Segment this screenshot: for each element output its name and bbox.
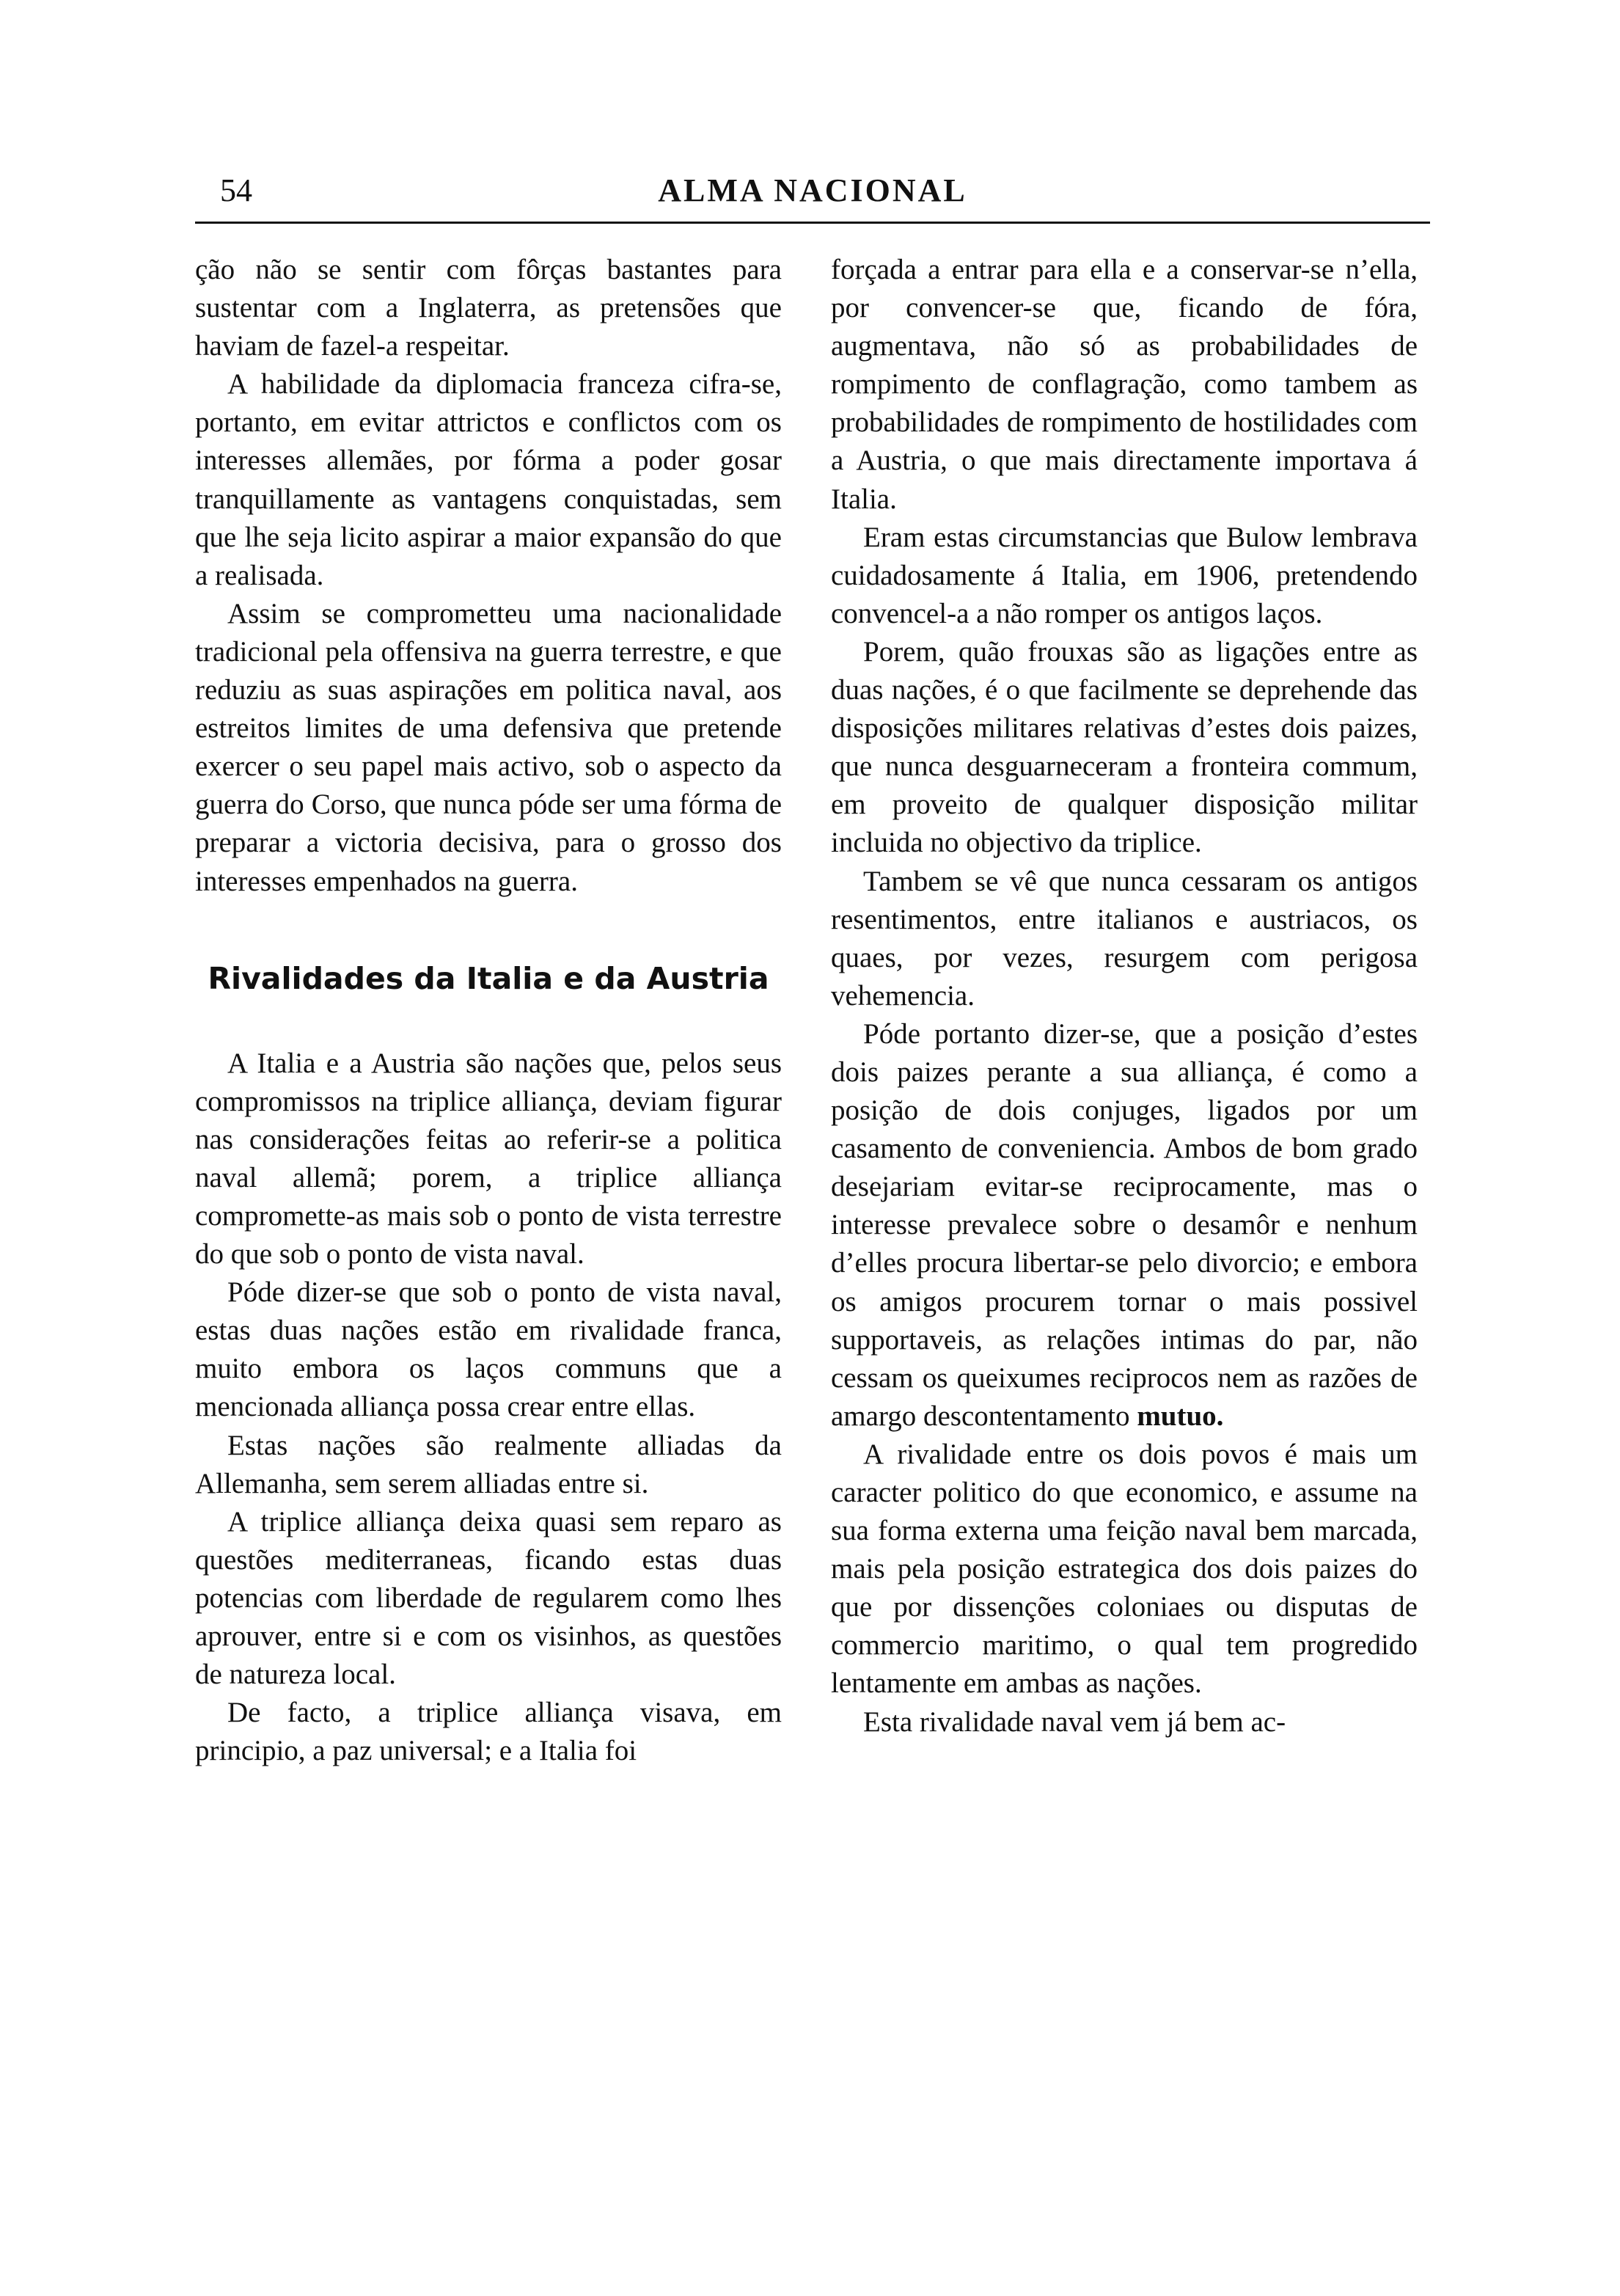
- paragraph: A triplice alliança deixa quasi sem reparo as questões mediterraneas, ficando estas duas potencias com liberdade de regularem como lhes aprouver, entre si e com os visinhos, as questões de natureza local.: [195, 1505, 782, 1691]
- paragraph: [831, 1015, 1418, 1436]
- paragraph: Assim se comprometteu uma nacionalidade tradicional pela offensiva na guerra terrestre, e que reduziu as suas aspirações em politica naval, aos estreitos limites de uma defensiva que pretende exercer o seu papel mais activo, sob o aspecto da guerra do Corso, que nunca póde ser uma fórma de preparar a victoria decisiva, para o grosso dos interesses empenhados na guerra.: [195, 597, 782, 897]
- left-column: [195, 251, 782, 1770]
- paragraph: A rivalidade entre os dois povos é mais um caracter politico do que economico, e assume na sua forma externa uma feição naval bem marcada, mais pela posição estrategica dos dois paizes do que por dissenções coloniaes ou disputas de commercio maritimo, o qual tem progredido lentamente em ambas as nações.: [831, 1438, 1418, 1700]
- paragraph: De facto, a triplice alliança visava, em principio, a paz universal; e a Italia foi: [195, 1697, 782, 1767]
- paragraph: A Italia e a Austria são nações que, pelos seus compromissos na triplice alliança, deviam figurar nas considerações feitas ao referir-se a politica naval allemã; porem, a triplice alliança compromette-as mais sob o ponto de vista terrestre do que sob o ponto de vista naval.: [195, 1047, 782, 1271]
- paragraph: Eram estas circumstancias que Bulow lembrava cuidadosamente á Italia, em 1906, pretendendo convencel-a a não romper os antigos laços.: [831, 521, 1418, 629]
- paragraph: Esta rivalidade naval vem já bem ac-: [863, 1705, 1286, 1738]
- header-rule: [195, 222, 1430, 224]
- page-header: [195, 167, 1430, 214]
- section-heading: Rivalidades da Italia e da Austria: [208, 960, 769, 996]
- page-number: 54: [220, 172, 252, 208]
- paragraph: Tambem se vê que nunca cessaram os antigos resentimentos, entre italianos e austriacos, os quaes, por vezes, resurgem com perigosa vehemencia.: [831, 865, 1418, 1012]
- right-column: [831, 251, 1418, 1741]
- paragraph: Porem, quão frouxas são as ligações entre as duas nações, é o que facilmente se deprehende das disposições militares relativas d’estes dois paizes, que nunca desguarneceram a fronteira commum, em proveito de qualquer disposição militar incluida no objectivo da triplice.: [831, 635, 1418, 859]
- paragraph: ção não se sentir com fôrças bastantes para sustentar com a Inglaterra, as pretensões que haviam de fazel-a respeitar.: [195, 254, 782, 362]
- paragraph: Estas nações são realmente alliadas da Allemanha, sem serem alliadas entre si.: [195, 1429, 782, 1499]
- paragraph-text: Póde portanto dizer-se, que a posição d’estes dois paizes perante a sua alliança, é como a posição de dois conjuges, ligados por um casamento de conveniencia. Ambos de bom grado desejariam evitar-se reciprocamente, mas o interesse prevalece sobre o desamôr e nenhum d’elles procura libertar-se pelo divorcio; e embora os amigos procurem tornar o mais possivel supportaveis, as relações intimas do par, não cessam os queixumes reciprocos nem as razões de amargo descontentamento: [831, 1017, 1418, 1432]
- paragraph: A habilidade da diplomacia franceza cifra-se, portanto, em evitar attrictos e conflictos com os interesses allemães, por fórma a poder gosar tranquillamente as vantagens conquistadas, sem que lhe seja licito aspirar a maior expansão do que a realisada.: [195, 368, 782, 591]
- running-title: ALMA NACIONAL: [658, 172, 967, 208]
- paragraph: forçada a entrar para ella e a conservar-se n’ella, por convencer-se que, ficando de fóra, augmentava, não só as probabilidades de rompimento de conflagração, como tambem as probabilidades de rompimento de hostilidades com a Austria, o que mais directamente importava á Italia.: [831, 254, 1418, 515]
- paragraph: Póde dizer-se que sob o ponto de vista naval, estas duas nações estão em rivalidade franca, muito embora os laços communs que a mencionada alliança possa crear entre ellas.: [195, 1276, 782, 1423]
- emphasized-word: mutuo.: [1137, 1400, 1224, 1432]
